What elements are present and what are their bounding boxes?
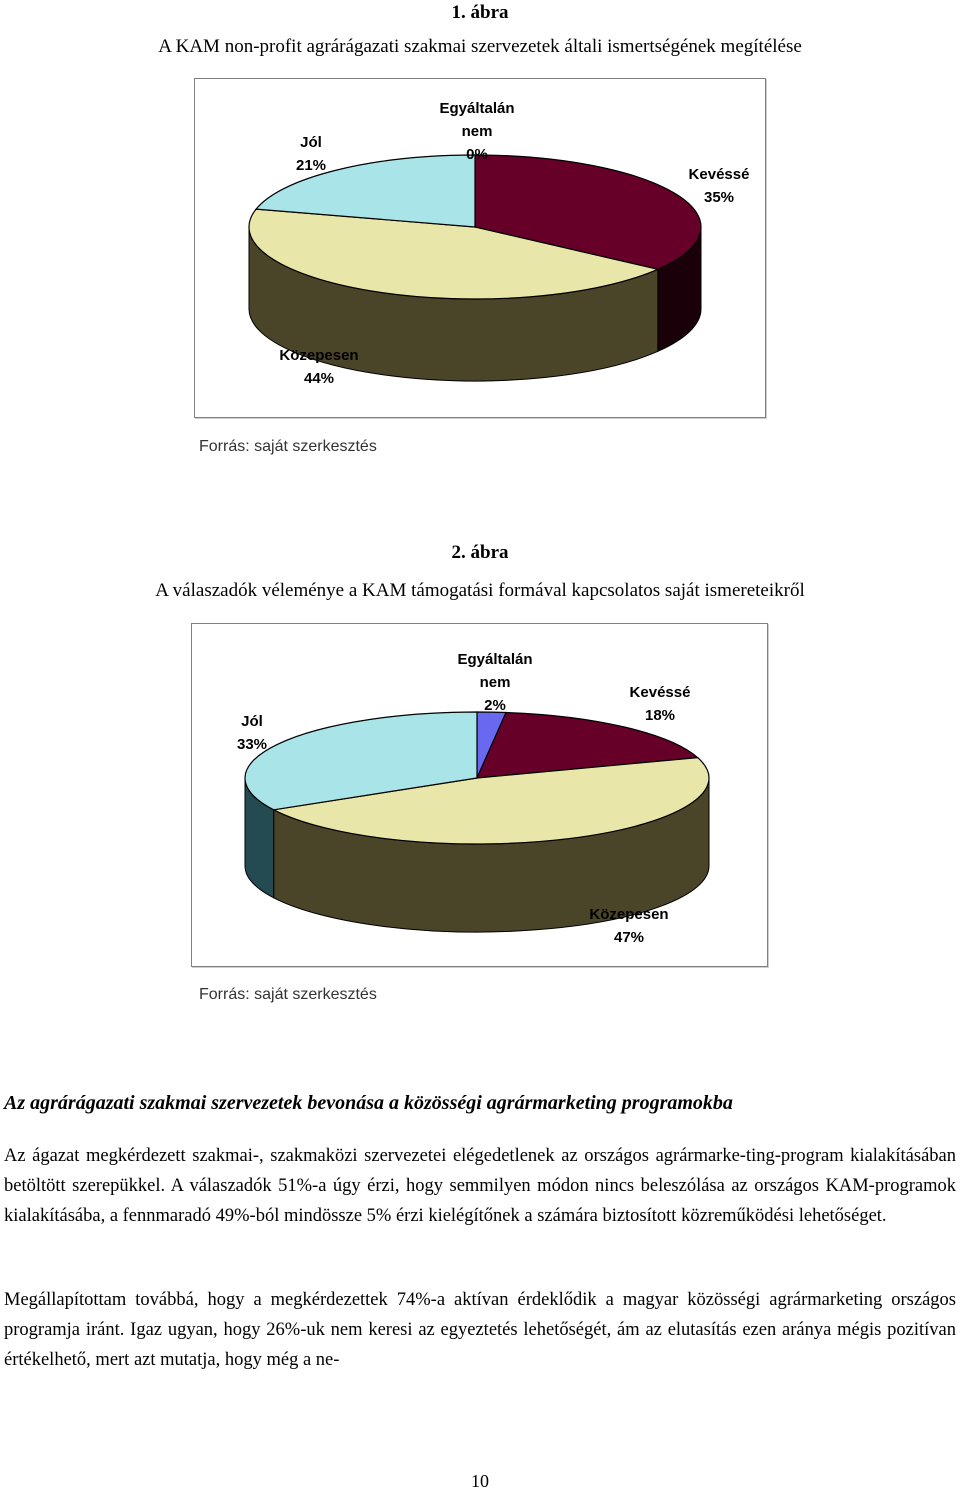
figure-2-chart xyxy=(191,623,768,967)
figure-2-source: Forrás: saját szerkesztés xyxy=(199,986,377,1003)
paragraph-1: Az ágazat megkérdezett szakmai-, szakmaközi szervezetei elégedetlenek az országos agrármarke-ting-program kialakításában betöltött szerepükkel. A válaszadók 51%-a úgy érzi, hogy semmilyen módon nincs beleszólása az országos KAM-programok kialakításába, a fennmaradó 49%-ból mindössze 5% érzi kielégítőnek a számára biztosított közreműködési lehetőséget. xyxy=(4,1146,956,1226)
paragraph-2: Megállapítottam továbbá, hogy a megkérdezettek 74%-a aktívan érdeklődik a magyar közösségi agrármarketing országos programja iránt. Igaz ugyan, hogy 26%-uk nem keresi az egyeztetés lehetőségét, ám az elutasítás ezen aránya mégis pozitívan értékelhető, mert azt mutatja, hogy még a ne- xyxy=(4,1290,956,1370)
pie2-label-kev-ss-: Kevéssé 18% xyxy=(629,684,691,724)
pie2-label-egy-ltal-n-nem: Egyáltalán nem 2% xyxy=(457,651,533,714)
pie1-label-egy-ltal-n-nem: Egyáltalán nem 0% xyxy=(439,100,515,163)
section-title: Az agrárágazati szakmai szervezetek bevonása a közösségi agrármarketing programokba xyxy=(4,1092,733,1114)
figure-1-chart xyxy=(194,78,766,418)
pie1-label-j-l: Jól 21% xyxy=(295,134,327,174)
pie2-label-k-zepesen: Közepesen 47% xyxy=(589,906,669,946)
pie-chart-2 xyxy=(192,624,767,966)
figure-1-source: Forrás: saját szerkesztés xyxy=(199,438,377,455)
figure-1-title: A KAM non-profit agrárágazati szakmai szervezetek általi ismertségének megítélése xyxy=(158,36,802,57)
figure-2-number: 2. ábra xyxy=(451,542,509,563)
pie1-label-k-zepesen: Közepesen 44% xyxy=(279,347,359,387)
page-number: 10 xyxy=(471,1471,489,1491)
figure-2-title: A válaszadók véleménye a KAM támogatási formával kapcsolatos saját ismereteikről xyxy=(155,580,805,601)
pie-chart-1 xyxy=(195,79,765,417)
pie2-label-j-l: Jól 33% xyxy=(236,713,268,753)
pie1-label-kev-ss-: Kevéssé 35% xyxy=(688,166,750,206)
figure-1-number: 1. ábra xyxy=(451,2,509,23)
